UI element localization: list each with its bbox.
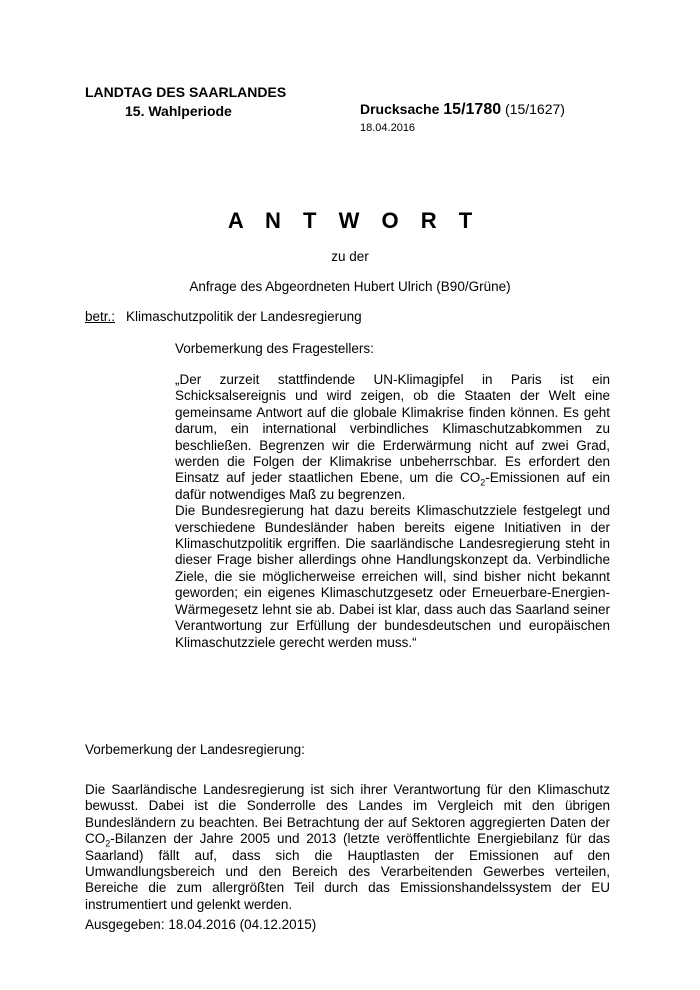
quote-paragraph-2: Die Bundesregierung hat dazu bereits Klimaschutzziele festgelegt und verschiedene Bundesländer haben bereits eigene Initiativen in der Klimaschutzpolitik ergriffen. Die saarländische Landesregierung steht in dieser Frage bisher allerdings ohne Handlungskonzept da. Verbindliche Ziele, die sie möglicherweise erreichen will, sind bisher nicht bekannt geworden; ein eigenes Klimaschutzgesetz oder Erneuerbare-Energien-Wärmegesetz lehnt sie ab. Dabei ist klar, dass auch das Saarland seiner Verantwortung zur Erfüllung der bundesdeutschen und europäischen Klimaschutzziele gerecht werden muss.“ xyxy=(175,503,610,650)
government-preamble-text: Die Saarländische Landesregierung ist sich ihrer Verantwortung für den Klimaschutz bewusst. Dabei ist die Sonderrolle des Landes im Vergleich mit den übrigen Bundesländern zu beachten. Bei Betrachtung der auf Sektoren aggregierten Daten der $CO_2$-Bilanzen der Jahre 2005 und 2013 (letzte veröffentlichte Energiebilanz für das Saarland) fällt auf, dass sich die Hauptlasten der Emissionen auf den Umwandlungsbereich und den Bereich des Verarbeitenden Gewerbes verteilen, Bereiche die zum allergrößten Teil durch das Emissionshandelssystem der EU instrumentiert und gelenkt werden. xyxy=(85,782,610,912)
issued-date: Ausgegeben: 18.04.2016 (04.12.2015) xyxy=(85,917,317,932)
questioner-preamble-title: Vorbemerkung des Fragestellers: xyxy=(175,341,374,356)
drucksache-label: Drucksache xyxy=(360,101,440,117)
betreff-text: Klimaschutzpolitik der Landesregierung xyxy=(126,309,362,324)
government-preamble-title: Vorbemerkung der Landesregierung: xyxy=(85,742,305,757)
quote-paragraph-1: „Der zurzeit stattfindende UN-Klimagipfel in Paris ist ein Schicksalsereignis und wird zeigen, ob die Staaten der Welt eine gemeinsame Antwort auf die globale Klimakrise finden können. Es geht darum, ein international verbindliches Klimaschutzabkommen zu beschließen. Begrenzen wir die Erderwärmung nicht auf zwei Grad, werden die Folgen der Klimakrise unbeherrschbar. Es erfordert den Einsatz auf jeder staatlichen Ebene, um die $CO_2$-Emissionen auf ein dafür notwendiges Maß zu begrenzen. xyxy=(175,372,610,502)
legislative-period: 15. Wahlperiode xyxy=(125,103,232,119)
document-date: 18.04.2016 xyxy=(360,122,416,134)
betreff-label: betr.: xyxy=(85,309,116,324)
drucksache-reference xyxy=(360,101,565,119)
drucksache-number: 15/1780 xyxy=(443,101,502,118)
document-heading: A N T W O R T xyxy=(227,208,481,233)
zu-der-line: zu der xyxy=(331,249,369,264)
parliament-title: LANDTAG DES SAARLANDES xyxy=(85,84,287,100)
questioner-quote xyxy=(175,372,610,651)
drucksache-ref: (15/1627) xyxy=(505,101,565,117)
anfrage-line: Anfrage des Abgeordneten Hubert Ulrich (B90/Grüne) xyxy=(189,279,511,294)
